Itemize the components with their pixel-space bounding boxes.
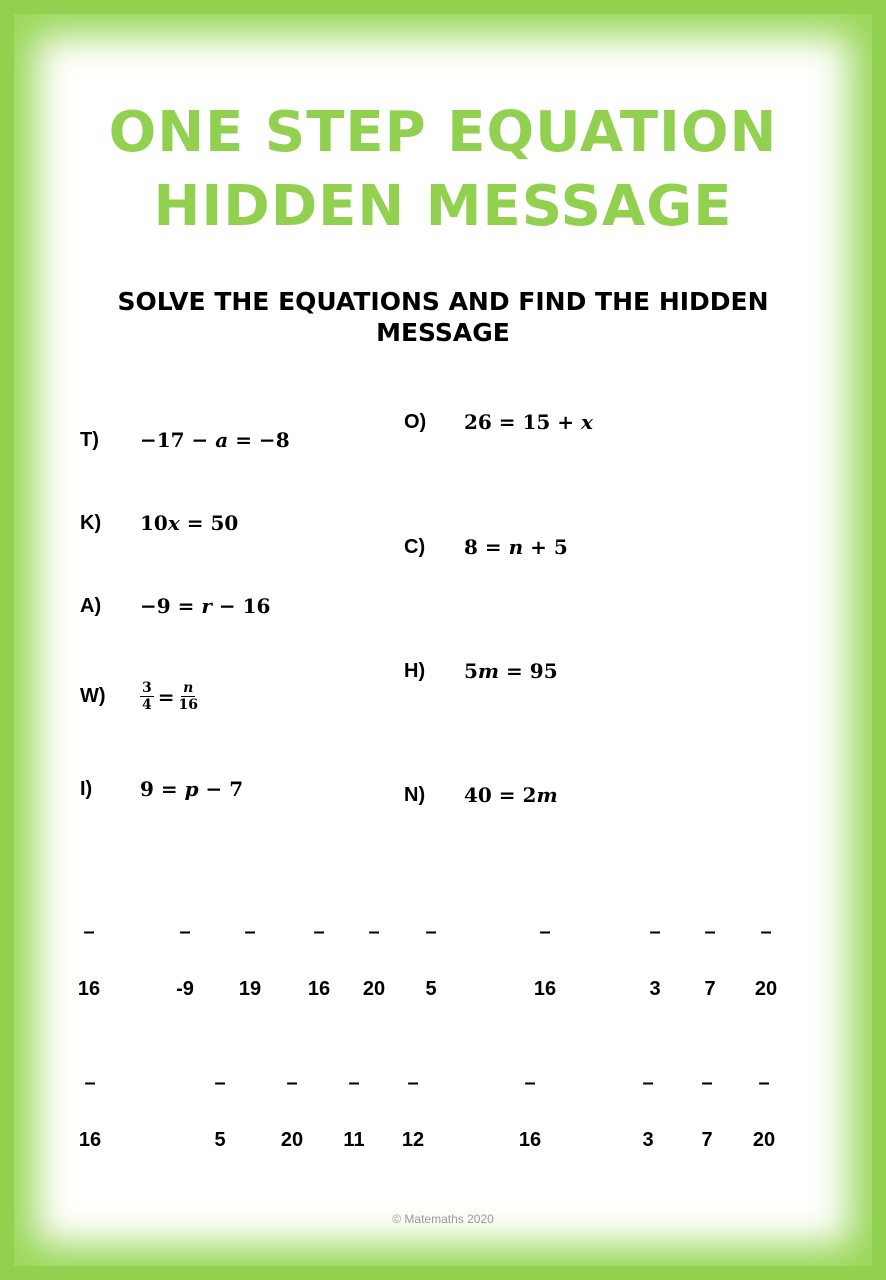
problem-k [80,511,238,535]
message-slot: – 20 [752,1072,776,1151]
problem-label: T) [80,428,99,451]
message-slot: – 3 [642,1072,654,1151]
title-line-1: ONE STEP EQUATION [108,100,778,165]
problem-label: K) [80,511,102,534]
message-slot: – 16 [78,1072,102,1151]
problem-label: C) [404,535,426,558]
copyright-footer: © Matemaths 2020 [392,1212,494,1226]
message-slot: – 16 [307,921,331,1000]
problem-label: A) [80,594,102,617]
problem-t [80,428,290,452]
problem-n [404,783,558,807]
message-slot: – 20 [362,921,386,1000]
problem-label: W) [80,685,106,707]
problem-h [404,659,558,683]
message-slot: – 7 [704,921,716,1000]
message-slot: – 20 [754,921,778,1000]
worksheet-title [0,96,886,244]
message-slot: – 5 [214,1072,226,1151]
equation: 40 = 2m [464,783,558,807]
fraction-left: $\frac{3}{4}$ [142,680,152,713]
instructions: SOLVE THE EQUATIONS AND FIND THE HIDDEN MESSAGE [117,287,769,347]
problem-w [80,680,198,713]
problem-label: H) [404,659,426,682]
equation: 26 = 15 + x [464,410,593,434]
message-slot: – -9 [176,921,194,1000]
equation: 9 = p − 7 [140,777,244,801]
problem-i [80,777,243,801]
message-slot: – 16 [518,1072,542,1151]
problem-label: O) [404,410,427,433]
message-slot: – 11 [343,1072,365,1151]
problem-o [404,410,593,434]
equation: 10x = 50 [140,511,239,535]
equation: −9 = r − 16 [140,594,271,618]
problem-c [404,535,568,559]
problem-label: I) [80,777,93,800]
message-slot: – 5 [425,921,437,1000]
problem-a [80,594,270,618]
equation: −17 − a = −8 [140,428,290,452]
message-slot: – 19 [238,921,262,1000]
message-slot: – 3 [649,921,661,1000]
problem-label: N) [404,783,426,806]
message-slot: – 16 [533,921,557,1000]
equation: 8 = n + 5 [464,535,568,559]
message-slot: – 16 [77,921,101,1000]
fraction-right: $\frac{n}{16}$ [178,680,198,713]
message-slot: – 7 [701,1072,713,1151]
title-line-2: HIDDEN MESSAGE [153,174,733,239]
equation: $\frac{3}{4}$ = $\frac{n}{16}$ [142,680,198,713]
message-slot: – 20 [280,1072,304,1151]
equation: 5m = 95 [464,659,558,683]
message-slot: – 12 [401,1072,425,1151]
